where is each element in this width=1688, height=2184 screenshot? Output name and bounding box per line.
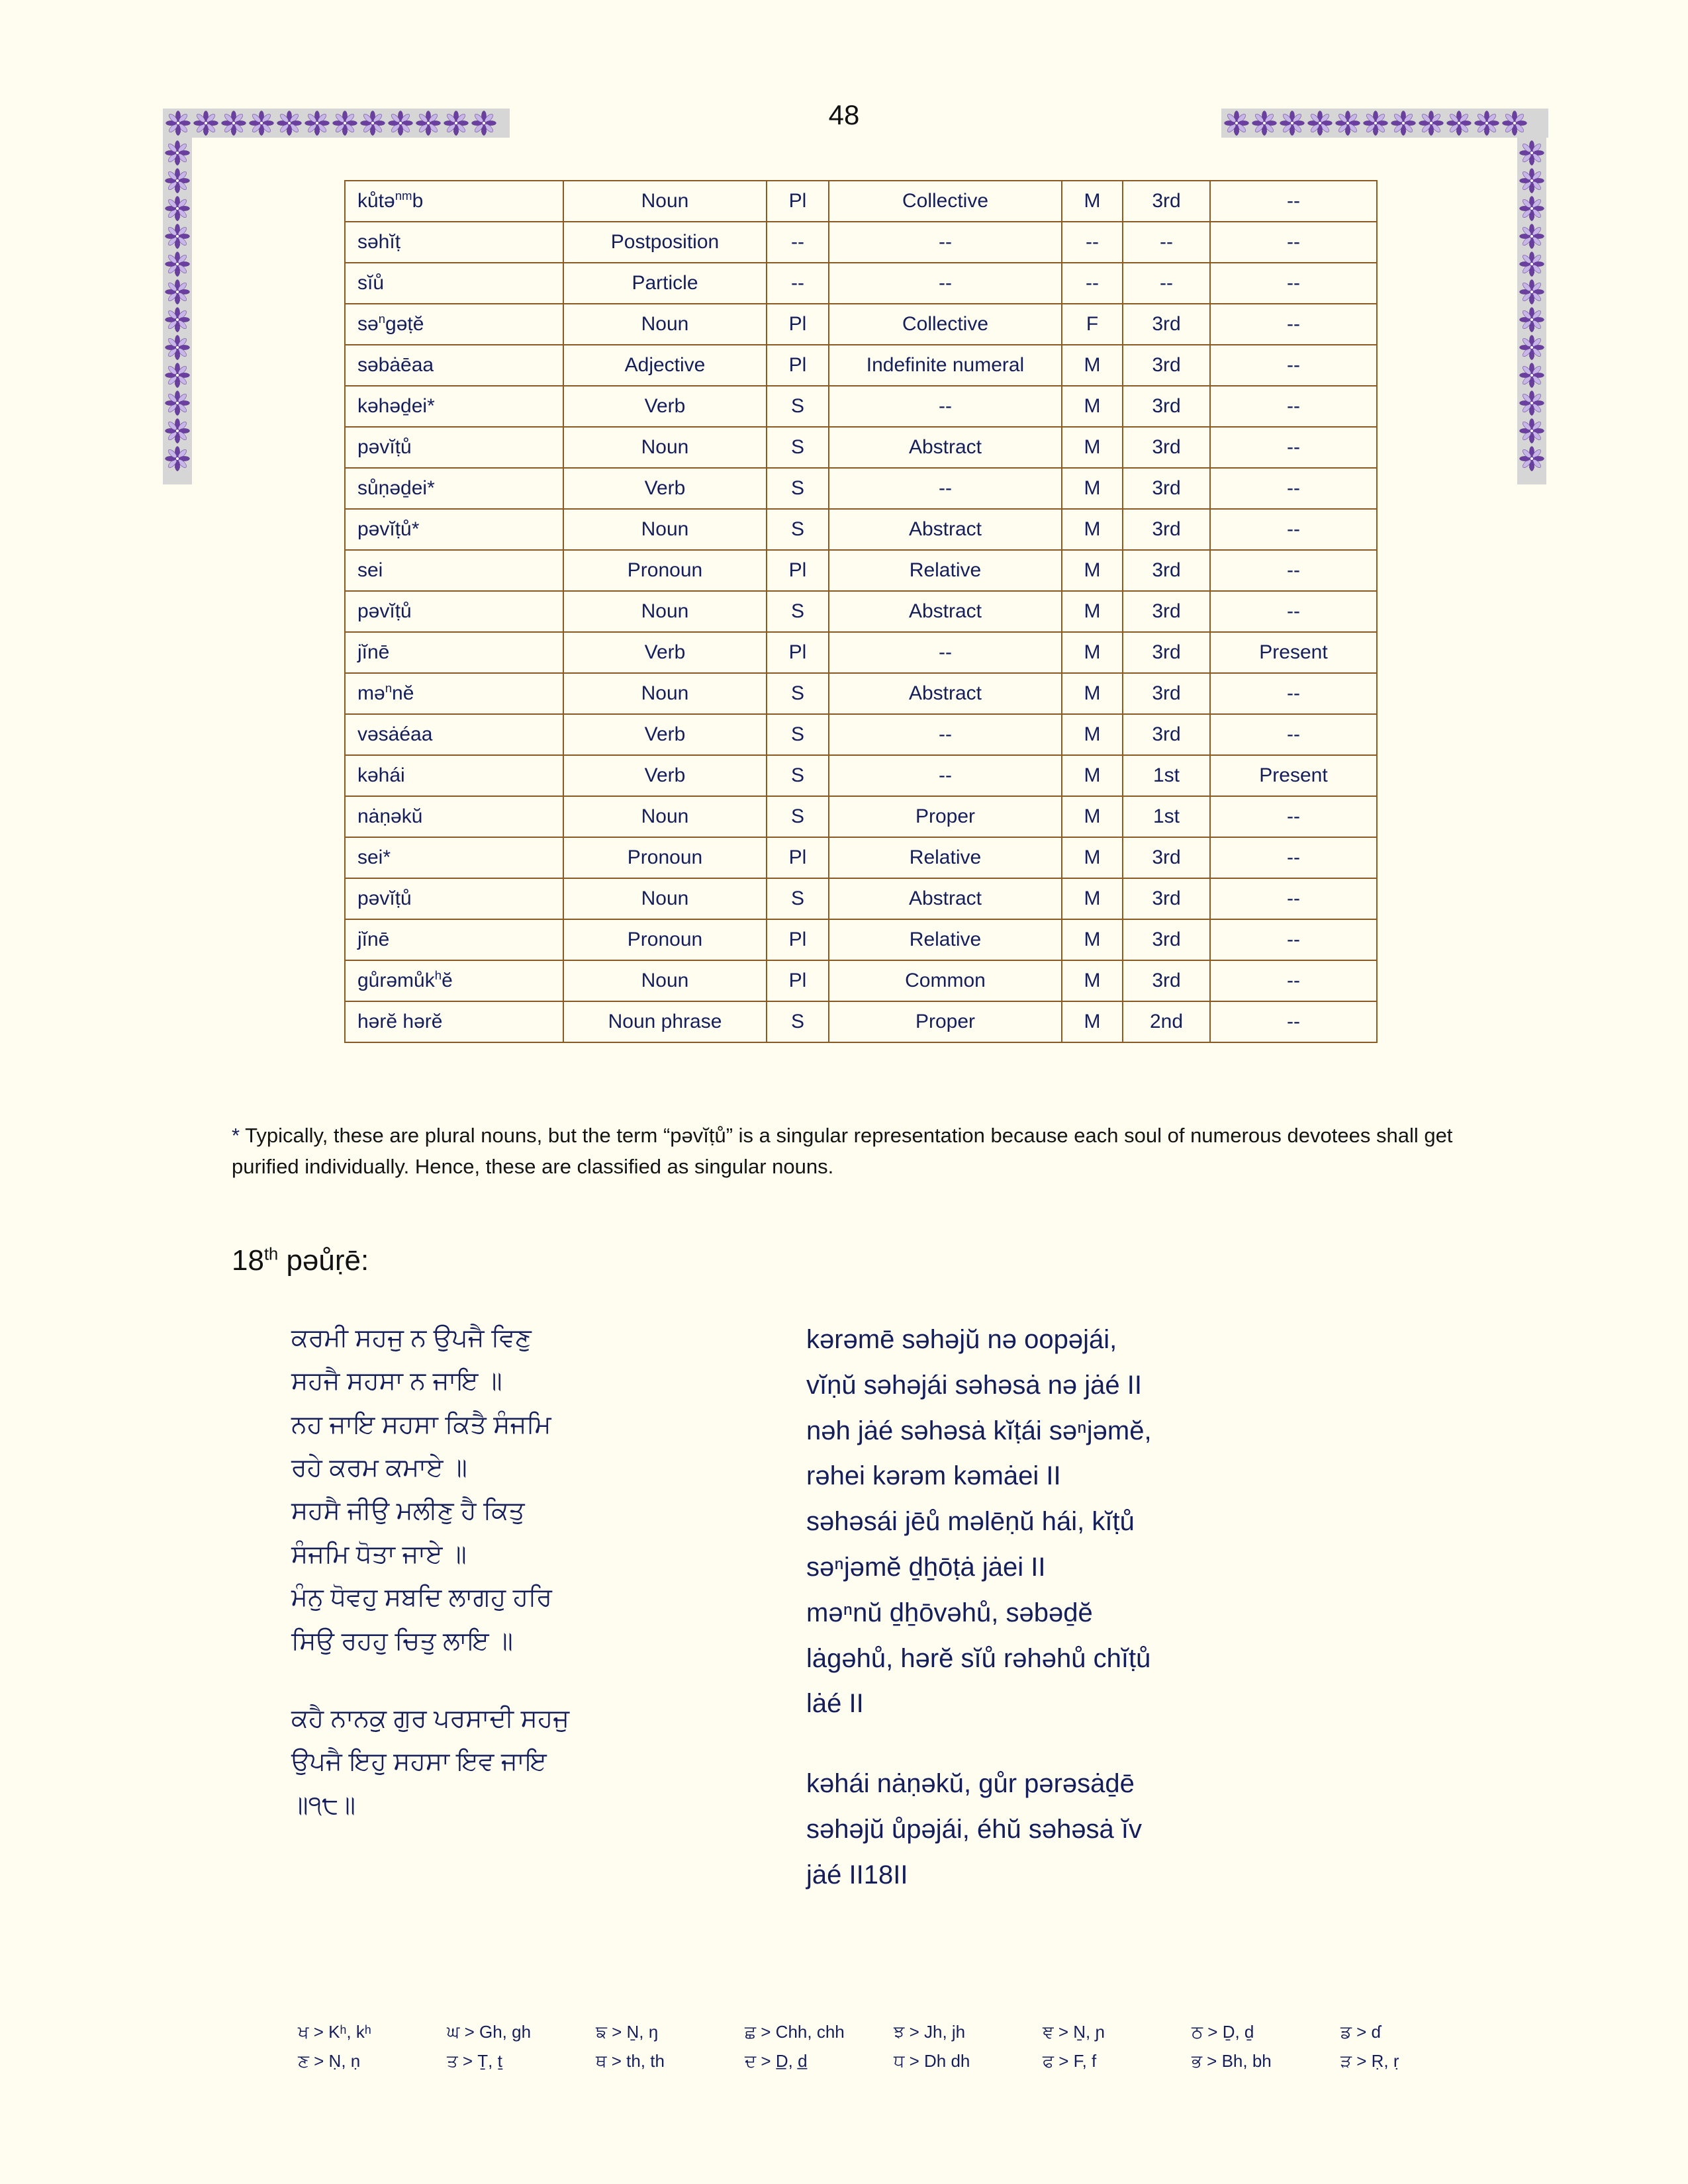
cell-number: Pl [767,181,829,222]
cell-person: 3rd [1123,509,1210,550]
cell-number: S [767,714,829,755]
verse-line: səⁿjəmĕ ḏẖōṭȧ jȧei II [806,1552,1046,1582]
footnote [232,1120,1483,1182]
cell-person: 2nd [1123,1001,1210,1042]
cell-tense: -- [1210,509,1377,550]
legend-entry: ਣ > Ṇ, ṇ [298,2051,361,2071]
cell-type: Common [829,960,1062,1001]
verse-line: ਰਹੇ ਕਰਮ ਕਮਾਏ ॥ [291,1454,467,1482]
table-row [345,222,1377,263]
cell-tense: -- [1210,550,1377,591]
flower-icon [164,167,191,194]
cell-tense: -- [1210,591,1377,632]
cell-gender: M [1062,632,1123,673]
decorative-border-left [163,138,192,484]
cell-number: S [767,591,829,632]
cell-number: Pl [767,837,829,878]
legend-row-2 [298,2051,1489,2072]
section-heading [232,1244,369,1277]
verse-line: vĭṇŭ səhəjái səhəsȧ nə jȧé II [806,1370,1143,1400]
cell-tense: -- [1210,427,1377,468]
cell-person: 3rd [1123,673,1210,714]
cell-part-of-speech: Noun [563,304,767,345]
cell-type: Proper [829,796,1062,837]
cell-number: S [767,509,829,550]
verse-line: ਸੰਜਮਿ ਧੋਤਾ ਜਾਏ ॥ [291,1540,467,1569]
word-superscript: nm [395,189,412,203]
section-ordinal: th [263,1245,279,1264]
cell-gender: M [1062,837,1123,878]
verse-line: lȧé II [806,1689,864,1719]
legend-entry: ਙ > Ṉ, ŋ [596,2022,659,2042]
flower-icon [1519,251,1545,277]
cell-gender: M [1062,714,1123,755]
table-row [345,960,1377,1001]
flower-icon [164,390,191,416]
flower-icon [1519,279,1545,305]
footnote-text: Typically, these are plural nouns, but the term “pəvĭṭů” is a singular representation because each soul of numerous devotees shall get purified individually. Hence, these are classified as singular nouns. [232,1124,1453,1179]
cell-part-of-speech: Verb [563,386,767,427]
cell-type: Relative [829,919,1062,960]
table-row [345,919,1377,960]
cell-word: pəvĭṭů [345,427,563,468]
cell-number: Pl [767,632,829,673]
cell-word: kəhəḏei* [345,386,563,427]
table-row [345,181,1377,222]
cell-word: hərĕ hərĕ [345,1001,563,1042]
cell-part-of-speech: Postposition [563,222,767,263]
footnote-marker: * [232,1124,240,1147]
cell-person: 3rd [1123,591,1210,632]
cell-type: Abstract [829,673,1062,714]
cell-person: 3rd [1123,181,1210,222]
cell-word: pəvĭṭů [345,878,563,919]
flower-icon [1519,223,1545,250]
cell-type: Relative [829,550,1062,591]
cell-number: S [767,468,829,509]
cell-number: S [767,796,829,837]
cell-type: Abstract [829,509,1062,550]
cell-tense: -- [1210,673,1377,714]
legend-entry: ਞ > Ṉ, ɲ [1043,2022,1105,2042]
table-row [345,345,1377,386]
table-row [345,796,1377,837]
verse-line: ਸਹਸੈ ਜੀਉ ਮਲੀਣੁ ਹੈ ਕਿਤੁ [291,1497,525,1525]
table-row [345,755,1377,796]
cell-gender: M [1062,550,1123,591]
flower-icon [1519,334,1545,361]
table-row [345,591,1377,632]
cell-type: -- [829,755,1062,796]
flower-icon [1519,445,1545,472]
legend-entry: ਥ > th, th [596,2051,665,2071]
cell-tense: -- [1210,386,1377,427]
legend-row-1 [298,2022,1489,2043]
table-row [345,386,1377,427]
table-row [345,878,1377,919]
cell-number: S [767,878,829,919]
cell-gender: -- [1062,263,1123,304]
cell-type: -- [829,714,1062,755]
flower-icon [1519,306,1545,333]
cell-person: 3rd [1123,550,1210,591]
legend-entry: ਦ > D̲, d̲ [745,2051,808,2071]
table-row [345,509,1377,550]
cell-part-of-speech: Verb [563,714,767,755]
flower-icon [1519,140,1545,166]
cell-part-of-speech: Noun phrase [563,1001,767,1042]
cell-word: gůrəmůk$^h$ĕ [345,960,563,1001]
cell-tense: -- [1210,960,1377,1001]
table-row [345,837,1377,878]
flower-icon [164,195,191,222]
flower-icon [1519,167,1545,194]
verse-line: məⁿnŭ ḏẖōvəhů, səbəḏĕ [806,1598,1093,1627]
table-row [345,673,1377,714]
grammar-analysis-table [344,180,1378,1043]
verse-line: ਉਪਜੈ ਇਹੁ ਸਹਸਾ ਇਵ ਜਾਇ [291,1748,547,1776]
cell-word: jĭnē [345,632,563,673]
cell-person: 3rd [1123,386,1210,427]
cell-person: 3rd [1123,960,1210,1001]
cell-tense: -- [1210,919,1377,960]
cell-gender: M [1062,509,1123,550]
cell-number: Pl [767,550,829,591]
cell-part-of-speech: Verb [563,755,767,796]
table-row [345,427,1377,468]
cell-gender: M [1062,345,1123,386]
cell-number: S [767,755,829,796]
cell-gender: M [1062,468,1123,509]
flower-icon [164,223,191,250]
cell-word: pəvĭṭů* [345,509,563,550]
cell-number: Pl [767,960,829,1001]
cell-word: mə$^n$nĕ [345,673,563,714]
cell-tense: -- [1210,878,1377,919]
cell-person: 3rd [1123,304,1210,345]
cell-part-of-speech: Noun [563,181,767,222]
cell-word: sə$^n$gəṭĕ [345,304,563,345]
cell-person: -- [1123,263,1210,304]
cell-type: Indefinite numeral [829,345,1062,386]
cell-word: kůtə$^{nm}$b [345,181,563,222]
cell-type: Relative [829,837,1062,878]
cell-word: səbȧēaa [345,345,563,386]
cell-number: -- [767,263,829,304]
cell-type: Collective [829,181,1062,222]
cell-part-of-speech: Adjective [563,345,767,386]
page-number: 48 [828,99,860,130]
table-row [345,468,1377,509]
cell-type: Abstract [829,591,1062,632]
section-title: pəůṛē: [278,1244,369,1277]
cell-tense: -- [1210,181,1377,222]
cell-number: S [767,386,829,427]
cell-tense: -- [1210,837,1377,878]
cell-person: -- [1123,222,1210,263]
cell-part-of-speech: Noun [563,878,767,919]
cell-part-of-speech: Pronoun [563,550,767,591]
cell-tense: -- [1210,345,1377,386]
cell-tense: -- [1210,222,1377,263]
cell-type: -- [829,222,1062,263]
cell-gender: M [1062,796,1123,837]
cell-gender: F [1062,304,1123,345]
table-row [345,714,1377,755]
cell-person: 1st [1123,796,1210,837]
cell-person: 3rd [1123,919,1210,960]
verse-line: nəh jȧé səhəsȧ kĭṭái səⁿjəmĕ, [806,1416,1152,1445]
verse-line: ਸਹਜੈ ਸਹਸਾ ਨ ਜਾਇ ॥ [291,1367,502,1396]
cell-gender: M [1062,960,1123,1001]
cell-gender: M [1062,878,1123,919]
cell-type: -- [829,386,1062,427]
legend-entry: ਝ > Jh, jh [894,2022,966,2042]
cell-number: Pl [767,919,829,960]
cell-tense: -- [1210,263,1377,304]
cell-word: nȧṇəkŭ [345,796,563,837]
flower-icon [1519,362,1545,388]
transliteration-legend [298,2022,1489,2080]
cell-gender: M [1062,755,1123,796]
cell-gender: -- [1062,222,1123,263]
cell-word: sei [345,550,563,591]
legend-entry: ਠ > Ḏ, ḏ [1192,2022,1254,2042]
cell-gender: M [1062,427,1123,468]
cell-tense: Present [1210,755,1377,796]
verse-line: səhəjŭ ůpəjái, éhŭ səhəsȧ ĭv [806,1814,1143,1844]
cell-gender: M [1062,919,1123,960]
cell-type: Abstract [829,427,1062,468]
verse-stanza-gap [806,1727,1389,1761]
cell-type: Abstract [829,878,1062,919]
cell-part-of-speech: Noun [563,591,767,632]
table-row [345,304,1377,345]
table-row [345,550,1377,591]
legend-entry: ਘ > Gh, gh [447,2022,532,2042]
flower-icon [164,334,191,361]
cell-word: pəvĭṭů [345,591,563,632]
cell-number: S [767,1001,829,1042]
flower-icon [1519,390,1545,416]
cell-gender: M [1062,1001,1123,1042]
cell-word: sůṇəḏei* [345,468,563,509]
cell-person: 3rd [1123,427,1210,468]
flower-icon [164,418,191,444]
flower-icon [1519,418,1545,444]
cell-person: 3rd [1123,468,1210,509]
cell-number: -- [767,222,829,263]
cell-number: S [767,427,829,468]
cell-person: 3rd [1123,632,1210,673]
legend-entry: ੜ > Ṛ, ṛ [1340,2051,1399,2071]
word-superscript: n [385,681,393,696]
cell-part-of-speech: Noun [563,509,767,550]
cell-word: sĭů [345,263,563,304]
flower-icon [164,362,191,388]
verse-stanza-gap [291,1663,702,1698]
flower-icon [164,140,191,166]
cell-tense: -- [1210,796,1377,837]
cell-person: 3rd [1123,714,1210,755]
cell-person: 3rd [1123,837,1210,878]
cell-gender: M [1062,673,1123,714]
flower-icon [1519,195,1545,222]
cell-type: -- [829,632,1062,673]
legend-entry: ਭ > Bh, bh [1192,2051,1272,2071]
legend-entry: ਤ > Ṯ, ṯ [447,2051,502,2071]
verse-line: ॥੧੮॥ [291,1791,355,1819]
cell-person: 3rd [1123,878,1210,919]
cell-type: Proper [829,1001,1062,1042]
legend-entry: ਧ > Dh dh [894,2051,970,2071]
cell-type: -- [829,263,1062,304]
legend-entry: ਛ > Chh, chh [745,2022,845,2042]
section-number: 18 [232,1244,264,1277]
cell-number: S [767,673,829,714]
verse-line: kərəmē səhəjŭ nə oopəjái, [806,1325,1117,1354]
cell-part-of-speech: Verb [563,632,767,673]
legend-entry: ਫ > F, f [1043,2051,1097,2071]
flower-icon [164,445,191,472]
decorative-border-right [1517,138,1546,484]
verse-line: ਸਿਉ ਰਹਹੁ ਚਿਤੁ ਲਾਇ ॥ [291,1627,513,1655]
verse-gurmukhi-column [291,1317,702,1827]
verse-line: lȧgəhů, hərĕ sĭů rəhəhů chĭṭů [806,1643,1151,1673]
word-superscript: n [378,312,386,326]
cell-part-of-speech: Pronoun [563,837,767,878]
cell-tense: -- [1210,1001,1377,1042]
verse-transliteration-column [806,1317,1389,1898]
verse-line: rəhei kərəm kəmȧei II [806,1461,1061,1491]
cell-part-of-speech: Noun [563,960,767,1001]
verse-line: səhəsái jēů məlēṇŭ hái, kĭṭů [806,1507,1135,1537]
cell-number: Pl [767,304,829,345]
verse-line: ਕਰਮੀ ਸਹਜੁ ਨ ਉਪਜੈ ਵਿਣੁ [291,1324,532,1352]
verse-line: ਨਹ ਜਾਇ ਸਹਸਾ ਕਿਤੈ ਸੰਜਮਿ [291,1410,551,1439]
cell-tense: -- [1210,714,1377,755]
verse-line: jȧé II18II [806,1860,908,1889]
cell-gender: M [1062,591,1123,632]
cell-tense: -- [1210,468,1377,509]
cell-person: 3rd [1123,345,1210,386]
cell-number: Pl [767,345,829,386]
word-superscript: h [434,968,442,983]
legend-entry: ਡ > ɗ [1340,2022,1381,2042]
cell-part-of-speech: Noun [563,673,767,714]
cell-word: kəhái [345,755,563,796]
cell-part-of-speech: Noun [563,427,767,468]
flower-icon [164,279,191,305]
cell-part-of-speech: Verb [563,468,767,509]
flower-icon [164,306,191,333]
cell-word: sei* [345,837,563,878]
verse-line: kəhái nȧṇəkŭ, gůr pərəsȧḏē [806,1769,1135,1799]
cell-part-of-speech: Pronoun [563,919,767,960]
cell-type: -- [829,468,1062,509]
verse-line: ਕਹੈ ਨਾਨਕੁ ਗੁਰ ਪਰਸਾਦੀ ਸਹਜੁ [291,1704,570,1733]
cell-part-of-speech: Particle [563,263,767,304]
cell-person: 1st [1123,755,1210,796]
cell-word: vəsȧéaa [345,714,563,755]
table-row [345,263,1377,304]
cell-word: səhĭṭ [345,222,563,263]
cell-gender: M [1062,181,1123,222]
legend-entry: ਖ > Kʰ, kʰ [298,2022,371,2042]
table-row [345,1001,1377,1042]
flower-icon [164,251,191,277]
cell-part-of-speech: Noun [563,796,767,837]
cell-word: jĭnē [345,919,563,960]
table-row [345,632,1377,673]
verse-line: ਮੰਨੁ ਧੋਵਹੁ ਸਬਦਿ ਲਾਗਹੁ ਹਰਿ [291,1584,552,1612]
cell-gender: M [1062,386,1123,427]
cell-type: Collective [829,304,1062,345]
cell-tense: -- [1210,304,1377,345]
cell-tense: Present [1210,632,1377,673]
